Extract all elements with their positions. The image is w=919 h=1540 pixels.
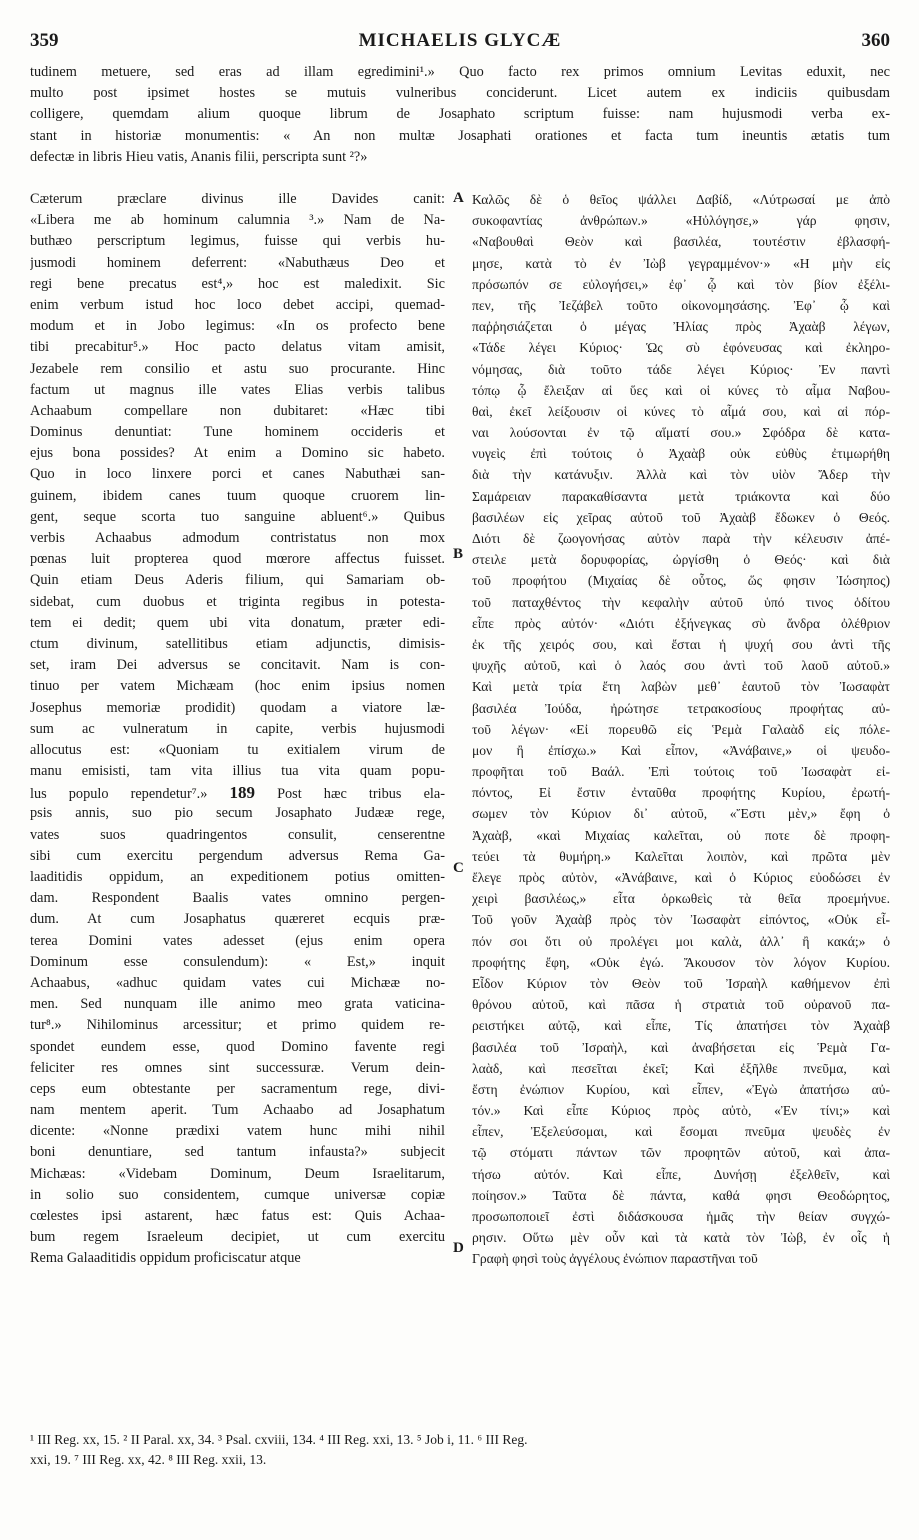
- text-line: colligere, quemdam alium quoque librum de Josaphato scriptum fuisse: nam hujusmodi verba ex-: [30, 106, 890, 123]
- greek-line: τεύει τὰ θυμήρη.» Καλεῖται λοιπὸν, καὶ πρῶτα μὲν: [472, 848, 890, 864]
- greek-line: ἔλεγε πρὸς αὐτὸν, «Ἀνάβαινε, καὶ ὁ Κύριος εὐοδώσει ἐν: [472, 870, 890, 885]
- latin-line: enim verbum istud hoc loco debet accipi, quemad-: [30, 296, 445, 313]
- greek-line: συκοφαντίας ἀνθρώπων.» «Ηὐλόγησε,» γάρ φησιν,: [472, 213, 890, 229]
- margin-marker-c: C: [453, 860, 464, 876]
- latin-line: dam. Respondent Baalis vates omnino pergen-: [30, 890, 445, 907]
- latin-line: Josephus memoriæ prodidit) quodam a viatore læ-: [30, 699, 445, 716]
- latin-line: Jezabele rem consilio et astu suo procurante. Hinc: [30, 360, 445, 377]
- greek-line: Σαμάρειαν παρακαθίσαντα μετὰ τριάκοντα καὶ δύο: [472, 488, 890, 504]
- latin-line: sibi cum exercitu pergendum adversus Rema Ga-: [30, 847, 445, 864]
- greek-line: ρησιν. Οὕτω μὲν οὖν καὶ τὰ κατὰ τὸν Ἰὼβ, ἐν οἷς ἡ: [472, 1230, 890, 1246]
- latin-line: regi bene precatus est⁴,» hoc est maledixit. Sic: [30, 275, 445, 292]
- latin-line: jusmodi hominem deferrent: «Nabuthæus Deo et: [30, 254, 445, 271]
- text-line: stant in historiæ monumentis: « An non multæ Josaphati orationes et facta tum ineuntis ætatis tum: [30, 127, 890, 144]
- footnotes: [30, 1430, 890, 1470]
- greek-line: πόντος, Εἰ ἔστιν ἐνταῦθα προφήτης Κυρίου, ἐρωτή-: [472, 785, 890, 801]
- latin-line: tem ei dedit; quem ubi vita donatum, præter edi-: [30, 614, 445, 631]
- latin-line: feliciter res omnes sint successuræ. Verum dein-: [30, 1059, 445, 1076]
- greek-line: βασιλέα Ἰούδα, ἠρώτησε τετρακοσίους προφήτας αὐ-: [472, 700, 890, 716]
- greek-line: θαὶ, ἐκεῖ λείξουσιν οἱ κύνες τὸ αἷμά σου, καὶ αἱ πόρ-: [472, 403, 890, 419]
- latin-line: tinuo per vatem Michæam (hoc enim ipsius nomen: [30, 678, 445, 695]
- greek-line: ψυχῆς αὐτοῦ, καὶ ὁ λαός σου ἀντὶ τοῦ λαοῦ αὐτοῦ.»: [472, 658, 890, 674]
- greek-line: τόν.» Καὶ εἶπε Κύριος πρὸς αὐτὸ, «Ἐν τίνι;» καὶ: [472, 1103, 890, 1119]
- greek-line: Τοῦ γοῦν Ἀχαὰβ πρὸς τὸν Ἰωσαφὰτ εἰπόντος, «Οὐκ εἶ-: [472, 912, 890, 928]
- latin-line: terea Domini vates adesset (ejus enim opera: [30, 932, 445, 949]
- greek-line: ρειστήκει αὐτῷ, καὶ εἶπε, Τίς ἀπατήσει τὸν Ἀχαὰβ: [472, 1018, 890, 1034]
- greek-line: προφήτης ἔφη, «Οὐκ ἐγώ. Ἄκουσον τὸν λόγον Κυρίου.: [472, 954, 890, 970]
- greek-line: τῷ στόματι πάντων τῶν προφητῶν αὐτοῦ, καὶ ἀπα-: [472, 1145, 890, 1161]
- greek-line: πεν, τῆς Ἰεζάβελ τοῦτο οἰκονομησάσης. Ἐφ᾽ ᾧ καὶ: [472, 297, 890, 313]
- latin-line: Quo in loco linxere porci et canes Nabuthæi san-: [30, 466, 445, 483]
- page-header: [30, 30, 890, 60]
- greek-line: εἶπεν, Ἐξελεύσομαι, καὶ ἔσομαι πνεῦμα ψευδὲς ἐν: [472, 1124, 890, 1140]
- greek-line: Εἶδον Κύριον τὸν Θεὸν τοῦ Ἰσραὴλ καθήμενον ἐπὶ: [472, 975, 890, 991]
- latin-line: ejus bona possides? At enim a Domino sic habeto.: [30, 445, 445, 462]
- greek-line: προφῆται τοῦ Βαάλ. Ἐπὶ τούτοις τοῦ Ἰωσαφὰτ εἰ-: [472, 764, 890, 780]
- latin-line: guinem, ibidem canes tuum quoque cruorem lin-: [30, 487, 445, 504]
- latin-line: ceps eum obtestante per sacramentum rege, divi-: [30, 1080, 445, 1097]
- latin-line: bum regem Israeleum decipiet, ut cum exercitu: [30, 1229, 445, 1246]
- greek-line: ναι λούσονται ἐν τῷ αἵματί σου.» Σφόδρα δὲ κατα-: [472, 425, 890, 441]
- greek-column: [472, 189, 890, 1270]
- greek-line: τοῦ λέγων· «Εἰ πορευθῶ εἰς Ῥεμὰ Γαλαὰδ εἰς πόλε-: [472, 721, 890, 737]
- greek-line: πόν σοι ὅτι οὐ προλέγει μοι καλὰ, ἀλλ᾽ ἢ κακά;» ὁ: [472, 933, 890, 949]
- latin-line: dum. At cum Josaphatus quæreret ecquis præ-: [30, 911, 445, 928]
- greek-line: νόμησας, διὰ τοῦτο τάδε λέγει Κύριος· Ἐν παντὶ: [472, 361, 890, 377]
- latin-line: gent, seque scorta tuo sanguine abluent⁶.» Quibus: [30, 508, 445, 525]
- latin-line: ctum divinum, satellitibus etiam adjunctis, dimisis-: [30, 635, 445, 652]
- footnote-line: ¹ III Reg. xx, 15. ² II Paral. xx, 34. ³ Psal. cxviii, 134. ⁴ III Reg. xxi, 13. ⁵ Job i, 11. ⁶ III Reg.: [30, 1432, 528, 1447]
- latin-line: Dominum esse consulendum): « Est,» inquit: [30, 953, 445, 970]
- latin-line: psis annis, suo pio secum Josaphato Judææ rege,: [30, 805, 445, 822]
- latin-line: allocutus est: «Quoniam tu exitialem virum de: [30, 741, 445, 758]
- latin-line: modum et in Jobo legimus: «In os profecto bene: [30, 318, 445, 335]
- latin-line: verbis Achaabus admodum contristatus non mox: [30, 530, 445, 546]
- latin-line: lus populo rependetur⁷.» 189 Post hæc tribus ela-: [30, 783, 445, 803]
- greek-line: «Τάδε λέγει Κύριος· Ὡς σὺ ἐφόνευσας καὶ ἐκληρο-: [472, 340, 890, 356]
- latin-line: laaditidis oppidum, an expeditionem potius omitten-: [30, 869, 445, 885]
- text-line: defectæ in libris Hieu vatis, Ananis filii, perscripta sunt ²?»: [30, 148, 368, 165]
- section-number: 189: [229, 783, 255, 803]
- greek-line: βασιλέων εἰς χεῖρας αὐτοῦ τοῦ Ἀχαὰβ ἔδωκεν ὁ Θεός.: [472, 509, 890, 525]
- latin-line: vates suos quadringentos consulit, censerentne: [30, 826, 445, 843]
- greek-line: μον ἢ ἐπίσχω.» Καὶ εἶπον, «Ἀνάβαινε,» οἱ ψευδο-: [472, 742, 890, 758]
- latin-line: set, iram Dei adversus se concitavit. Nam is con-: [30, 657, 445, 674]
- latin-line: Rema Galaaditidis oppidum proficiscatur atque: [30, 1250, 301, 1267]
- greek-line: ποίησον.» Ταῦτα δὲ πάντα, καθά φησι Θεοδώρητος,: [472, 1187, 890, 1203]
- greek-line: Καὶ μετὰ τρία ἔτη λαβὼν μεθ᾽ ἑαυτοῦ τὸν Ἰωσαφὰτ: [472, 679, 890, 695]
- page-number-left: 359: [30, 30, 59, 51]
- latin-line: boni denuntiare, sed tantum infausta?» subjecit: [30, 1144, 445, 1161]
- greek-line: διὰ τὴν κατάνυξιν. Ἀλλὰ καὶ τὸν υἱὸν Ἄδερ τὴν: [472, 467, 890, 483]
- margin-marker-d: D: [453, 1240, 464, 1256]
- latin-line: Achaabum compellare non dubitaret: «Hæc tibi: [30, 402, 445, 419]
- greek-line: εἶπε πρὸς αὐτόν· «Διότι ἐξήνεγκας σὺ ἄνδρα ὀλέθριον: [472, 615, 890, 631]
- latin-line: Dominus denuntiat: Tune hominem occideris et: [30, 424, 445, 441]
- latin-line: Quin etiam Deus Aderis filium, qui Samariam ob-: [30, 572, 445, 589]
- greek-line: πρόσωπόν σε εὐλογήσει,» ἐφ᾽ ᾧ καὶ τὸν βίον ἐξέλι-: [472, 276, 890, 292]
- latin-line: Michæas: «Videbam Dominum, Deum Israelitarum,: [30, 1165, 445, 1182]
- greek-line: τόπῳ ᾧ ἔλειξαν αἱ ὕες καὶ οἱ κύνες τὸ αἷμα Ναβου-: [472, 382, 890, 398]
- margin-marker-a: A: [453, 190, 464, 206]
- latin-line: cœlestes ipsi astarent, hæc fatus est: Quis Achaa-: [30, 1208, 445, 1224]
- latin-line: «Libera me ab hominum calumnia ³.» Nam de Na-: [30, 212, 445, 229]
- page-number-right: 360: [861, 30, 890, 51]
- greek-line: θρόνου αὐτοῦ, καὶ πᾶσα ἡ στρατιὰ τοῦ οὐρανοῦ πα-: [472, 997, 890, 1013]
- greek-line: μησε, κατὰ τὸ ἐν Ἰὼβ γεγραμμένον·» «Η μὴν εἰς: [472, 255, 890, 271]
- greek-line: Καλῶς δὲ ὁ θεῖος ψάλλει Δαβίδ, «Λύτρωσαί με ἀπὸ: [472, 192, 890, 207]
- full-width-text: [30, 62, 890, 168]
- latin-column: [30, 189, 445, 1270]
- greek-line: βασιλέα τοῦ Ἰσραὴλ, καὶ ἀναβήσεται εἰς Ῥεμὰ Γα-: [472, 1039, 890, 1055]
- latin-line: nam mentem aperit. Tum Achaabo ad Josaphatum: [30, 1102, 445, 1119]
- greek-line: χειρὶ βασιλέως,» εἶτα ὁρκωθεὶς τὰ θεῖα προεμήνυε.: [472, 891, 890, 907]
- latin-line: buthæo perscriptum legimus, fuisse qui verbis hu-: [30, 233, 445, 250]
- latin-line: sum ac vulneratum in capite, verbis hujusmodi: [30, 720, 445, 737]
- greek-line: Ἀχαὰβ, «καὶ Μιχαίας καλεῖται, οὐ ποτε δὲ προφη-: [472, 827, 890, 843]
- latin-line: Cæterum præclare divinus ille Davides canit:: [30, 191, 445, 207]
- greek-line: νυγεὶς ἐπὶ τούτοις ὁ Ἀχαὰβ οὐκ εὐθὺς ἐτιμωρήθη: [472, 446, 890, 462]
- greek-line: παῤῥησιάζεται ὁ μέγας Ἠλίας πρὸς Ἀχαὰβ λέγων,: [472, 319, 890, 335]
- greek-line: προσωποποιεῖ ἐστὶ διδάσκουσα ἡμᾶς τὴν θείαν συγχώ-: [472, 1209, 890, 1224]
- footnote-line: xxi, 19. ⁷ III Reg. xx, 42. ⁸ III Reg. xxii, 13.: [30, 1452, 267, 1467]
- greek-line: «Ναβουθαὶ Θεὸν καὶ βασιλέα, τουτέστιν ἐβλασφή-: [472, 234, 890, 250]
- latin-line: in solio suo considentem, cumque universæ copiæ: [30, 1186, 445, 1203]
- greek-line: ἔστη ἐνώπιον Κυρίου, καὶ εἶπεν, «Ἐγὼ ἀπατήσω αὐ-: [472, 1081, 890, 1097]
- latin-line: sidebat, cum duobus et triginta regibus in potesta-: [30, 593, 445, 610]
- greek-line: ἐκ τῆς χειρός σου, καὶ ἔσται ἡ ψυχή σου ἀντὶ τῆς: [472, 636, 890, 652]
- greek-line: σωμεν τὸν Κύριον δι᾽ αὐτοῦ, «Ἔστι μὲν,» ἔφη ὁ: [472, 806, 890, 822]
- latin-line: manu emisisti, tam vita illius tua vita quam popu-: [30, 763, 445, 780]
- latin-line: factum ut magnus ille vates Elias verbis talibus: [30, 381, 445, 398]
- greek-line: τοῦ παταχθέντος τὴν κεφαλὴν αὐτοῦ ὑπό τινος ὁδίτου: [472, 594, 890, 610]
- greek-line: τήσω αὐτόν. Καὶ εἶπε, Δυνήσῃ ἐξελθεῖν, καὶ: [472, 1166, 890, 1182]
- greek-line: Διότι δὲ ζωογονήσας αὐτὸν παρὰ τὴν κέλευσιν ἀπέ-: [472, 531, 890, 546]
- latin-line: dicente: «Nonne prædixi vatem hunc mihi nihil: [30, 1123, 445, 1140]
- text-line: tudinem metuere, sed eras ad illam egredimini¹.» Quo facto rex primos omnium Levitas eduxit, nec: [30, 64, 890, 80]
- running-title: MICHAELIS GLYCÆ: [358, 30, 562, 51]
- latin-line: men. Sed nunquam ille animo meo grata vaticina-: [30, 996, 445, 1013]
- greek-line: λαὰδ, καὶ πεσεῖται ἐκεῖ; Καὶ ἐξῆλθε πνεῦμα, καὶ: [472, 1060, 890, 1076]
- latin-line: spondet eundem esse, quod Domino favente regi: [30, 1038, 445, 1055]
- margin-marker-b: B: [453, 546, 464, 562]
- latin-line: tur⁸.» Nihilominus arcessitur; et primo quidem re-: [30, 1017, 445, 1034]
- latin-line: Achaabus, «adhuc quidam vates cui Michææ no-: [30, 974, 445, 991]
- greek-line: στειλε μετὰ δορυφορίας, ὠργίσθη ὁ Θεός· καὶ διὰ: [472, 552, 890, 568]
- latin-line: tibi precabitur⁵.» Hoc pacto delatus vitam amisit,: [30, 339, 445, 356]
- greek-line: Γραφὴ φησὶ τοὺς ἀγγέλους ἐνώπιον παραστῆναι τοῦ: [472, 1251, 758, 1267]
- latin-line: pœnas luit propterea quod mœrore affectus fuisset.: [30, 551, 445, 568]
- text-line: multo post ipsimet hostes se mutuis vulneribus conciderunt. Licet autem ex indiciis quibusdam: [30, 85, 890, 102]
- greek-line: τοῦ προφήτου (Μιχαίας δὲ οὗτος, ὥς φησιν Ἰώσηπος): [472, 573, 890, 589]
